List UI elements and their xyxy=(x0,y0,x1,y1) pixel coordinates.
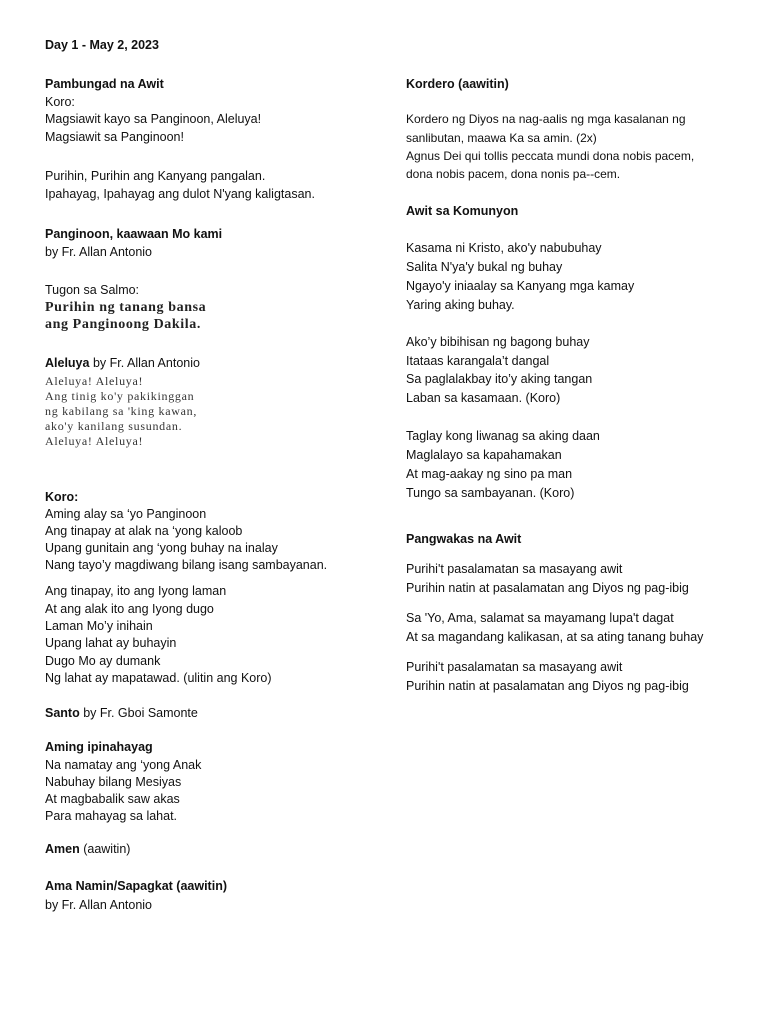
kordero-title: Kordero (aawitin) xyxy=(406,77,509,91)
komunyon-line: Tungo sa sambayanan. (Koro) xyxy=(406,486,575,500)
ama-namin-author: by Fr. Allan Antonio xyxy=(45,898,153,912)
amen-note: (aawitin) xyxy=(79,842,131,856)
komunyon-line: Maglalayo sa kapahamakan xyxy=(406,448,562,462)
date-heading: Day 1 - May 2, 2023 xyxy=(45,38,159,52)
komunyon-line: Laban sa kasamaan. (Koro) xyxy=(406,391,561,405)
alay-koro-line: Ang tinapay at alak na ‘yong kaloob xyxy=(45,524,243,538)
komunyon-title: Awit sa Komunyon xyxy=(406,204,519,218)
ipinahayag-line: At magbabalik saw akas xyxy=(45,792,180,806)
komunyon-line: Taglay kong liwanag sa aking daan xyxy=(406,429,600,443)
aleluya-line: ng kabilang sa 'king kawan, xyxy=(45,404,198,418)
salmo-response-line: Purihin ng tanang bansa xyxy=(45,300,207,315)
kaawaan-title: Panginoon, kaawaan Mo kami xyxy=(45,227,223,241)
pambungad-title: Pambungad na Awit xyxy=(45,77,164,91)
kordero-line: dona nobis pacem, dona nonis pa--cem. xyxy=(406,167,621,181)
pambungad-line: Magsiawit kayo sa Panginoon, Aleluya! xyxy=(45,112,262,126)
pangwakas-title: Pangwakas na Awit xyxy=(406,532,522,546)
komunyon-line: Sa paglalakbay ito’y aking tangan xyxy=(406,372,593,386)
pangwakas-line: Purihin natin at pasalamatan ang Diyos ng pag-ibig xyxy=(406,581,689,595)
ipinahayag-title: Aming ipinahayag xyxy=(45,740,153,754)
komunyon-line: Itataas karangala’t dangal xyxy=(406,354,550,368)
santo-author: by Fr. Gboi Samonte xyxy=(79,706,198,720)
ama-namin-title: Ama Namin/Sapagkat (aawitin) xyxy=(45,879,227,893)
pangwakas-line: Sa 'Yo, Ama, salamat sa mayamang lupa't dagat xyxy=(406,611,674,625)
salmo-response-line: ang Panginoong Dakila. xyxy=(45,317,201,332)
aleluya-heading xyxy=(45,355,200,372)
alay-koro-line: Upang gunitain ang ‘yong buhay na inalay xyxy=(45,541,278,555)
aleluya-line: Ang tinig ko'y pakikinggan xyxy=(45,389,195,403)
komunyon-line: At mag-aakay ng sino pa man xyxy=(406,467,573,481)
aleluya-line: ako'y kanilang susundan. xyxy=(45,419,183,433)
salmo-label: Tugon sa Salmo: xyxy=(45,283,140,297)
santo-title: Santo xyxy=(45,706,80,720)
alay-verse-line: At ang alak ito ang Iyong dugo xyxy=(45,602,214,616)
komunyon-line: Yaring aking buhay. xyxy=(406,298,515,312)
pambungad-verse-line: Purihin, Purihin ang Kanyang pangalan. xyxy=(45,169,266,183)
ipinahayag-line: Nabuhay bilang Mesiyas xyxy=(45,775,182,789)
komunyon-line: Salita N'ya'y bukal ng buhay xyxy=(406,260,563,274)
aleluya-line: Aleluya! Aleluya! xyxy=(45,374,144,388)
pambungad-koro-label: Koro: xyxy=(45,95,75,109)
ipinahayag-line: Na namatay ang ‘yong Anak xyxy=(45,758,202,772)
ipinahayag-line: Para mahayag sa lahat. xyxy=(45,809,178,823)
komunyon-line: Kasama ni Kristo, ako'y nabubuhay xyxy=(406,241,602,255)
pambungad-line: Magsiawit sa Panginoon! xyxy=(45,130,184,144)
komunyon-line: Ngayo'y iniaalay sa Kanyang mga kamay xyxy=(406,279,635,293)
alay-koro-line: Aming alay sa ‘yo Panginoon xyxy=(45,507,207,521)
aleluya-line: Aleluya! Aleluya! xyxy=(45,434,144,448)
kaawaan-author: by Fr. Allan Antonio xyxy=(45,245,153,259)
alay-verse-line: Upang lahat ay buhayin xyxy=(45,636,177,650)
pangwakas-line: At sa magandang kalikasan, at sa ating tanang buhay xyxy=(406,630,704,644)
komunyon-line: Ako’y bibihisan ng bagong buhay xyxy=(406,335,590,349)
alay-koro-line: Nang tayo’y magdiwang bilang isang sambayanan. xyxy=(45,558,328,572)
pangwakas-line: Purihi't pasalamatan sa masayang awit xyxy=(406,660,623,674)
aleluya-title: Aleluya xyxy=(45,356,90,370)
alay-koro-label: Koro: xyxy=(45,490,79,504)
pangwakas-line: Purihi't pasalamatan sa masayang awit xyxy=(406,562,623,576)
pangwakas-line: Purihin natin at pasalamatan ang Diyos ng pag-ibig xyxy=(406,679,689,693)
kordero-line: Kordero ng Diyos na nag-aalis ng mga kasalanan ng xyxy=(406,112,686,126)
alay-verse-line: Laman Mo’y inihain xyxy=(45,619,153,633)
alay-verse-line: Dugo Mo ay dumank xyxy=(45,654,161,668)
alay-verse-line: Ang tinapay, ito ang Iyong laman xyxy=(45,584,227,598)
aleluya-author: by Fr. Allan Antonio xyxy=(89,356,200,370)
amen-heading xyxy=(45,841,130,858)
kordero-line: Agnus Dei qui tollis peccata mundi dona nobis pacem, xyxy=(406,149,695,163)
alay-verse-line: Ng lahat ay mapatawad. (ulitin ang Koro) xyxy=(45,671,272,685)
pambungad-verse-line: Ipahayag, Ipahayag ang dulot N'yang kaligtasan. xyxy=(45,187,315,201)
kordero-line: sanlibutan, maawa Ka sa amin. (2x) xyxy=(406,131,597,145)
santo-heading xyxy=(45,705,198,722)
amen-title: Amen xyxy=(45,842,80,856)
